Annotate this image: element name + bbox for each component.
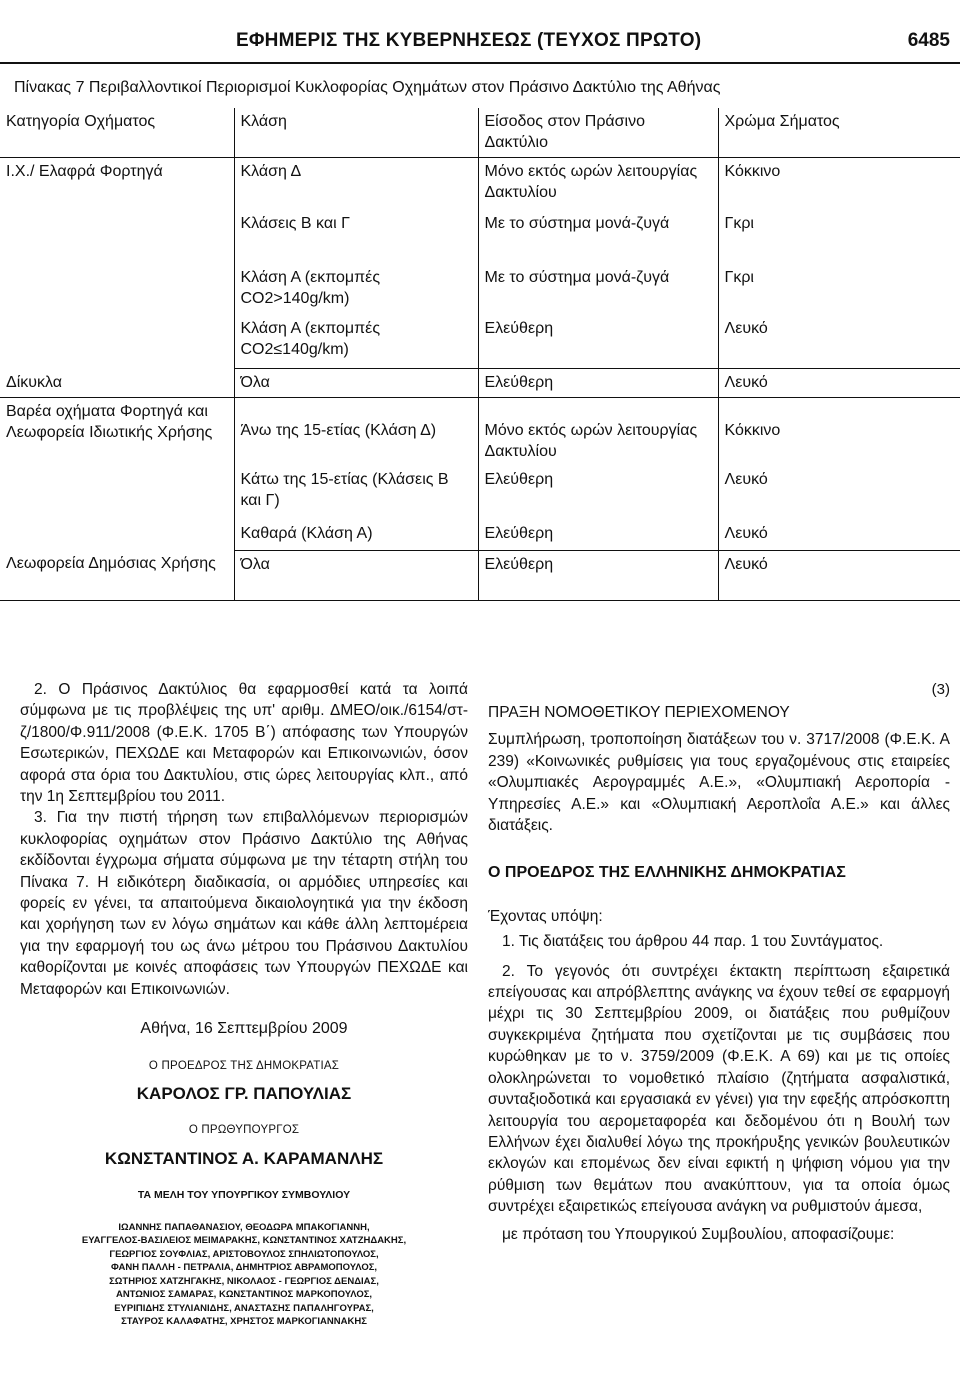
- ministers-line: ΕΥΡΙΠΙΔΗΣ ΣΤΥΛΙΑΝΙΔΗΣ, ΑΝΑΣΤΑΣΗΣ ΠΑΠΑΛΗΓΟΥΡΑΣ,: [114, 1302, 374, 1314]
- ministers-line: ΓΕΩΡΓΙΟΣ ΣΟΥΦΛΙΑΣ, ΑΡΙΣΤΟΒΟΥΛΟΣ ΣΠΗΛΙΩΤΟΠΟΥΛΟΣ,: [109, 1248, 379, 1260]
- recital-2: 2. Το γεγονός ότι συντρέχει έκτακτη περίπτωση εξαιρετικά επείγουσας και απρόβλεπτης ανάγκης να έχουν τεθεί σε εφαρμογή μέχρι τις 30 Σεπτεμβρίου 2009, οι διατάξεις που ρυθμίζουν συγκεκριμένα ζητήματα που σχετίζονται με τις συμβάσεις που κυρώθηκαν με το ν. 3759/2009 (Φ.Ε.Κ. Α 69) και με τις οποίες ολοκληρώνεται το νομοθετικό πλαίσιο (ζητήματα ασφαλιστικά, συνταξιοδοτικά και εργασιακά εν γένει) για την εφεξής απρόσκοπτη λειτουργία του αερομεταφορέα και δεδομένου ότι η Βουλή των Ελλήνων έχει διαλυθεί λόγω της προκήρυξης γενικών βουλευτικών εκλογών και επομένως δεν είναι εφικτή η ψήφιση νόμου για την ρύθμιση των θεμάτων που ανακύπτουν, για τα οποία όμως συντρέχει εξαιρετικώς επείγουσα ανάγκη να ρυθμιστούν άμεσα,: [488, 962, 950, 1216]
- category-cell: Βαρέα οχήματα Φορτηγά και Λεωφορεία Ιδιωτικής Χρήσης: [0, 398, 234, 551]
- header-rule: [0, 62, 960, 64]
- color-cell: Λευκό: [718, 369, 960, 398]
- president-name: ΚΑΡΟΛΟΣ ΓΡ. ΠΑΠΟΥΛΙΑΣ: [136, 1083, 352, 1103]
- proposal: με πρόταση του Υπουργικού Συμβουλίου, αποφασίζουμε:: [502, 1225, 895, 1243]
- pm-role: Ο ΠΡΩΘΥΠΟΥΡΓΟΣ: [188, 1124, 300, 1137]
- act-reference: (3): [931, 681, 950, 698]
- pm-name: ΚΩΝΣΤΑΝΤΙΝΟΣ Α. ΚΑΡΑΜΑΝΛΗΣ: [104, 1148, 384, 1168]
- class-cell: Κλάσεις Β και Γ: [234, 210, 478, 264]
- entry-cell: Ελεύθερη: [478, 466, 718, 520]
- gazette-title: ΕΦΗΜΕΡΙΣ ΤΗΣ ΚΥΒΕΡΝΗΣΕΩΣ (ΤΕΥΧΟΣ ΠΡΩΤΟ): [236, 30, 702, 51]
- color-cell: Κόκκινο: [724, 422, 781, 439]
- entry-cell: Ελεύθερη: [478, 550, 718, 600]
- recital-1: 1. Τις διατάξεις του άρθρου 44 παρ. 1 του Συντάγματος.: [502, 933, 884, 951]
- ministers-line: ΦΑΝΗ ΠΑΛΛΗ - ΠΕΤΡΑΛΙΑ, ΔΗΜΗΤΡΙΟΣ ΑΒΡΑΜΟΠΟΥΛΟΣ,: [110, 1262, 378, 1274]
- class-cell: Κλάση Α (εκπομπές CO2>140g/km): [234, 264, 478, 315]
- table-header-row: [0, 108, 960, 158]
- class-cell: Όλα: [234, 550, 478, 600]
- header-class: Κλάση: [234, 108, 478, 158]
- ministers-line: ΙΩΑΝΝΗΣ ΠΑΠΑΘΑΝΑΣΙΟΥ, ΘΕΟΔΩΡΑ ΜΠΑΚΟΓΙΑΝΝΗ,: [118, 1221, 370, 1233]
- color-cell: Κόκκινο: [724, 163, 781, 180]
- ministers-line: ΑΝΤΩΝΙΟΣ ΣΑΜΑΡΑΣ, ΚΩΝΣΤΑΝΤΙΝΟΣ ΜΑΡΚΟΠΟΥΛΟΣ,: [115, 1289, 373, 1301]
- class-cell: Κάτω της 15-ετίας (Κλάσεις Β και Γ): [234, 466, 478, 520]
- page-header: [0, 30, 960, 60]
- having-regard: Έχοντας υπόψη:: [488, 907, 603, 925]
- entry-cell: Ελεύθερη: [478, 369, 718, 398]
- table-caption: Πίνακας 7 Περιβαλλοντικοί Περιορισμοί Κυκλοφορίας Οχημάτων στον Πράσινο Δακτύλιο της Αθήνας: [14, 79, 721, 96]
- page-number: 6485: [907, 30, 950, 51]
- entry-cell: Με το σύστημα μονά-ζυγά: [478, 210, 718, 264]
- entry-cell: Με το σύστημα μονά-ζυγά: [478, 264, 718, 315]
- act-title: ΠΡΑΞΗ ΝΟΜΟΘΕΤΙΚΟΥ ΠΕΡΙΕΧΟΜΕΝΟΥ: [488, 704, 790, 721]
- header-color: Χρώμα Σήματος: [718, 108, 960, 158]
- category-cell: Δίκυκλα: [0, 369, 234, 398]
- paragraph-3: 3. Για την πιστή τήρηση των επιβαλλόμενων περιορισμών κυκλοφορίας οχημάτων στον Πράσινο Δακτύλιο της Αθήνας εκδίδονται έγχρωμα σήματα σύμφωνα με την τέταρτη στήλη του Πίνακα 7. Η ειδικότερη διαδικασία, οι αρμόδιες υπηρεσίες και φορείς εν γένει, τα απαιτούμενα δικαιολογητικά για την έκδοση και χορήγηση των εν λόγω σημάτων και κάθε άλλη λεπτομέρεια για την εφαρμογή του ως άνω μέτρου του Πράσινου Δακτυλίου καθορίζονται με κοινές αποφάσεις των Υπουργών ΠΕΧΩΔΕ και Μεταφορών και Επικοινωνιών.: [20, 809, 468, 998]
- table-row: [0, 369, 960, 398]
- class-cell: Κλάση Α (εκπομπές CO2≤140g/km): [234, 315, 478, 369]
- ministers-list: [20, 1221, 468, 1329]
- color-cell: Λευκό: [718, 315, 960, 369]
- table-row: [0, 550, 960, 600]
- table-row: [0, 158, 960, 210]
- ministers-line: ΕΥΑΓΓΕΛΟΣ-ΒΑΣΙΛΕΙΟΣ ΜΕΙΜΑΡΑΚΗΣ, ΚΩΝΣΤΑΝΤΙΝΟΣ ΧΑΤΖΗΔΑΚΗΣ,: [81, 1235, 407, 1247]
- ministers-title: ΤΑ ΜΕΛΗ ΤΟΥ ΥΠΟΥΡΓΙΚΟΥ ΣΥΜΒΟΥΛΙΟΥ: [137, 1189, 351, 1202]
- class-cell: Καθαρά (Κλάση Α): [234, 520, 478, 550]
- paragraph-2: 2. Ο Πράσινος Δακτύλιος θα εφαρμοσθεί κατά τα λοιπά σύμφωνα με τις προβλέψεις της υπ' αριθμ. ΔΜΕΟ/οικ./6154/στ-ζ/1800/Φ.911/2008 (Φ.Ε.Κ. 1705 Β΄) απόφασης των Υπουργών Εσωτερικών, ΠΕΧΩΔΕ και Μεταφορών και Επικοινωνιών, όσον αφορά στα όρια του Δακτυλίου, στις ώρες λειτουργίας κλπ., από την 1η Σεπτεμβρίου του 2011.: [20, 681, 468, 806]
- color-cell: Γκρι: [724, 268, 754, 286]
- color-cell: Λευκό: [724, 471, 768, 488]
- color-cell: Λευκό: [718, 550, 960, 600]
- restrictions-table: [0, 108, 960, 601]
- header-entry: Είσοδος στον Πράσινο Δακτύλιο: [478, 108, 718, 158]
- president-heading: Ο ΠΡΟΕΔΡΟΣ ΤΗΣ ΕΛΛΗΝΙΚΗΣ ΔΗΜΟΚΡΑΤΙΑΣ: [488, 864, 846, 882]
- category-cell: Λεωφορεία Δημόσιας Χρήσης: [0, 550, 234, 600]
- entry-cell: Μόνο εκτός ωρών λειτουργίας Δακτυλίου: [478, 158, 718, 210]
- category-cell: Ι.Χ./ Ελαφρά Φορτηγά: [0, 158, 234, 369]
- class-cell: Άνω της 15-ετίας (Κλάση Δ): [234, 398, 478, 467]
- act-summary: Συμπλήρωση, τροποποίηση διατάξεων του ν. 3717/2008 (Φ.Ε.Κ. Α 239) «Κοινωνικές ρυθμίσεις για τους εργαζομένους στις εταιρείες «Ολυμπιακές Αερογραμμές Α.Ε.», «Ολυμπιακή Αεροπορία - Υπηρεσίες Α.Ε.» και «Ολυμπιακή Αεροπλοΐα Α.Ε.» και άλλες διατάξεις.: [488, 731, 950, 835]
- color-cell: Γκρι: [724, 214, 754, 232]
- entry-cell: Ελεύθερη: [478, 315, 718, 369]
- entry-cell: Μόνο εκτός ωρών λειτουργίας Δακτυλίου: [478, 398, 718, 467]
- table-row: [0, 398, 960, 467]
- president-role: Ο ΠΡΟΕΔΡΟΣ ΤΗΣ ΔΗΜΟΚΡΑΤΙΑΣ: [148, 1059, 340, 1072]
- entry-cell: Ελεύθερη: [478, 520, 718, 550]
- class-cell: Κλάση Δ: [234, 158, 478, 210]
- left-column: [20, 679, 468, 1329]
- color-cell: Λευκό: [718, 520, 960, 550]
- ministers-line: ΣΤΑΥΡΟΣ ΚΑΛΑΦΑΤΗΣ, ΧΡΗΣΤΟΣ ΜΑΡΚΟΓΙΑΝΝΑΚΗΣ: [121, 1316, 367, 1328]
- place-date: Αθήνα, 16 Σεπτεμβρίου 2009: [140, 1020, 348, 1038]
- class-cell: Όλα: [234, 369, 478, 398]
- ministers-line: ΣΩΤΗΡΙΟΣ ΧΑΤΖΗΓΑΚΗΣ, ΝΙΚΟΛΑΟΣ - ΓΕΩΡΓΙΟΣ ΔΕΝΔΙΑΣ,: [109, 1275, 379, 1287]
- right-column: [488, 682, 950, 1245]
- header-category: Κατηγορία Οχήματος: [0, 108, 234, 158]
